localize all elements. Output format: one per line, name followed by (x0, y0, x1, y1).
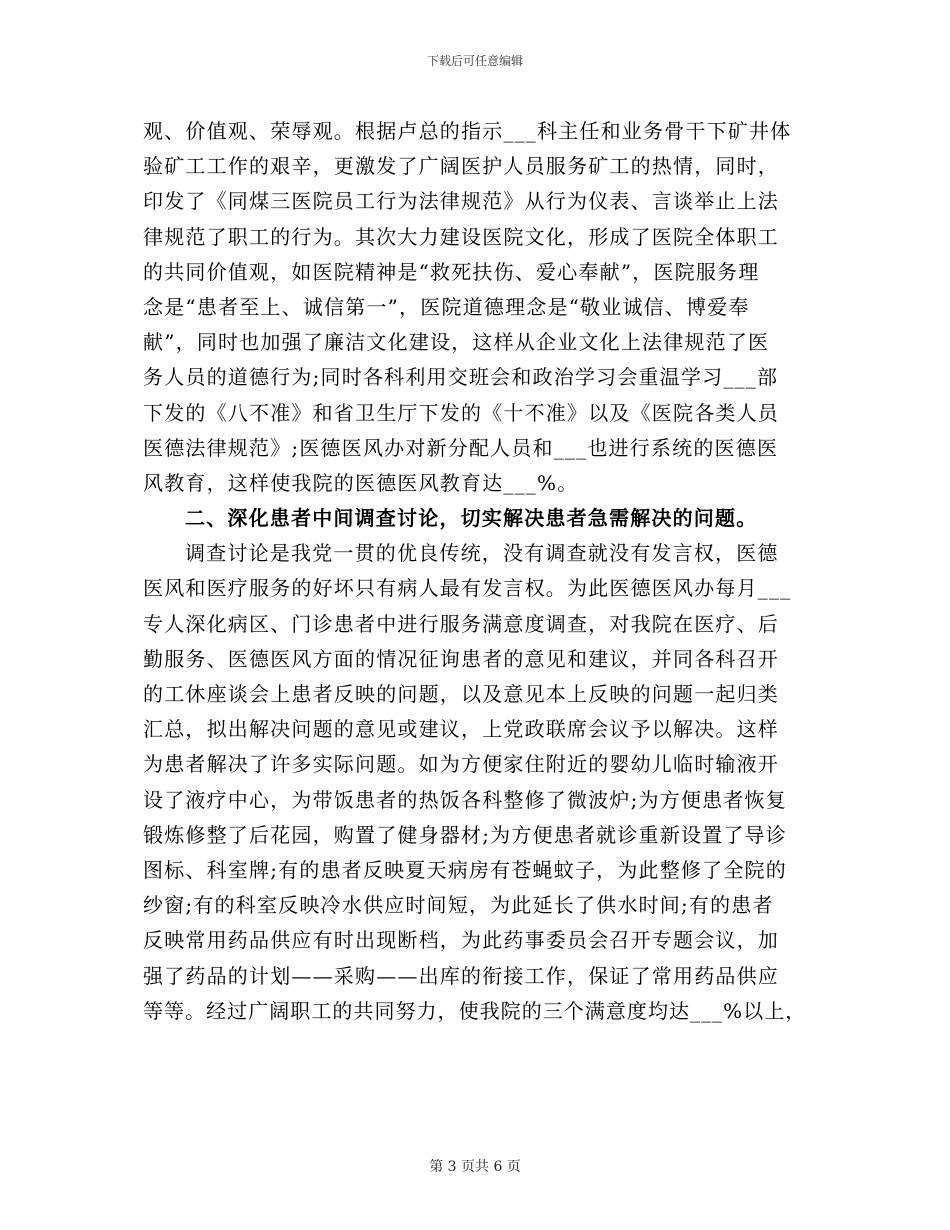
text-line: 锻炼修整了后花园，购置了健身器材;为方便患者就诊重新设置了导诊 (143, 822, 787, 847)
text-line: 印发了《同煤三医院员工行为法律规范》从行为仪表、言谈举止上法 (143, 189, 779, 214)
section-heading: 二、深化患者中间调查讨论，切实解决患者急需解决的问题。 (185, 506, 758, 531)
text-line: 念是“患者至上、诚信第一”，医院道德理念是“敬业诚信、博爱奉 (143, 294, 750, 319)
text-line: 调查讨论是我党一贯的优良传统，没有调查就没有发言权，医德 (185, 541, 779, 566)
text-line: 反映常用药品供应有时出现断档，为此药事委员会召开专题会议，加 (143, 928, 779, 953)
text-line: 强了药品的计划——采购——出库的衔接工作，保证了常用药品供应 (143, 963, 779, 988)
text-line: 勤服务、医德医风方面的情况征询患者的意见和建议，并同各科召开 (143, 646, 779, 671)
text-line: 律规范了职工的行为。其次大力建设医院文化，形成了医院全体职工 (143, 224, 779, 249)
text-line: 设了液疗中心，为带饭患者的热饭各科整修了微波炉;为方便患者恢复 (143, 787, 787, 812)
text-line: 汇总，拟出解决问题的意见或建议，上党政联席会议予以解决。这样 (143, 717, 779, 742)
text-line: 等等。经过广阔职工的共同努力，使我院的三个满意度均达___%以上， (143, 998, 807, 1023)
text-line: 医德法律规范》;医德医风办对新分配人员和___也进行系统的医德医 (143, 435, 779, 460)
text-line: 医风和医疗服务的好坏只有病人最有发言权。为此医德医风办每月___ (143, 576, 792, 601)
text-line: 专人深化病区、门诊患者中进行服务满意度调查，对我院在医疗、后 (143, 611, 779, 636)
text-line: 验矿工工作的艰辛，更激发了广阔医护人员服务矿工的热情，同时， (143, 154, 779, 179)
text-line: 的共同价值观，如医院精神是“救死扶伤、爱心奉献”，医院服务理 (143, 259, 760, 284)
text-line: 下发的《八不准》和省卫生厅下发的《十不准》以及《医院各类人员 (143, 400, 779, 425)
text-line: 务人员的道德行为;同时各科利用交班会和政治学习会重温学习___部 (143, 365, 779, 390)
page-header: 下载后可任意编辑 (426, 54, 523, 68)
document-body (143, 114, 807, 1029)
text-line: 观、价值观、荣辱观。根据卢总的指示___科主任和业务骨干下矿井体 (143, 119, 792, 143)
text-line: 为患者解决了许多实际问题。如为方便家住附近的婴幼儿临时输液开 (143, 752, 779, 777)
text-line: 献”，同时也加强了廉洁文化建设，这样从企业文化上法律规范了医 (143, 330, 770, 355)
page-footer: 第 3 页共 6 页 (429, 1159, 521, 1175)
text-line: 的工休座谈会上患者反映的问题，以及意见本上反映的问题一起归类 (143, 682, 779, 706)
text-line: 纱窗;有的科室反映冷水供应时间短，为此延长了供水时间;有的患者 (143, 893, 774, 918)
text-line: 图标、科室牌;有的患者反映夏天病房有苍蝇蚊子，为此整修了全院的 (143, 857, 787, 882)
text-line: 风教育，这样使我院的医德医风教育达___%。 (143, 470, 579, 495)
